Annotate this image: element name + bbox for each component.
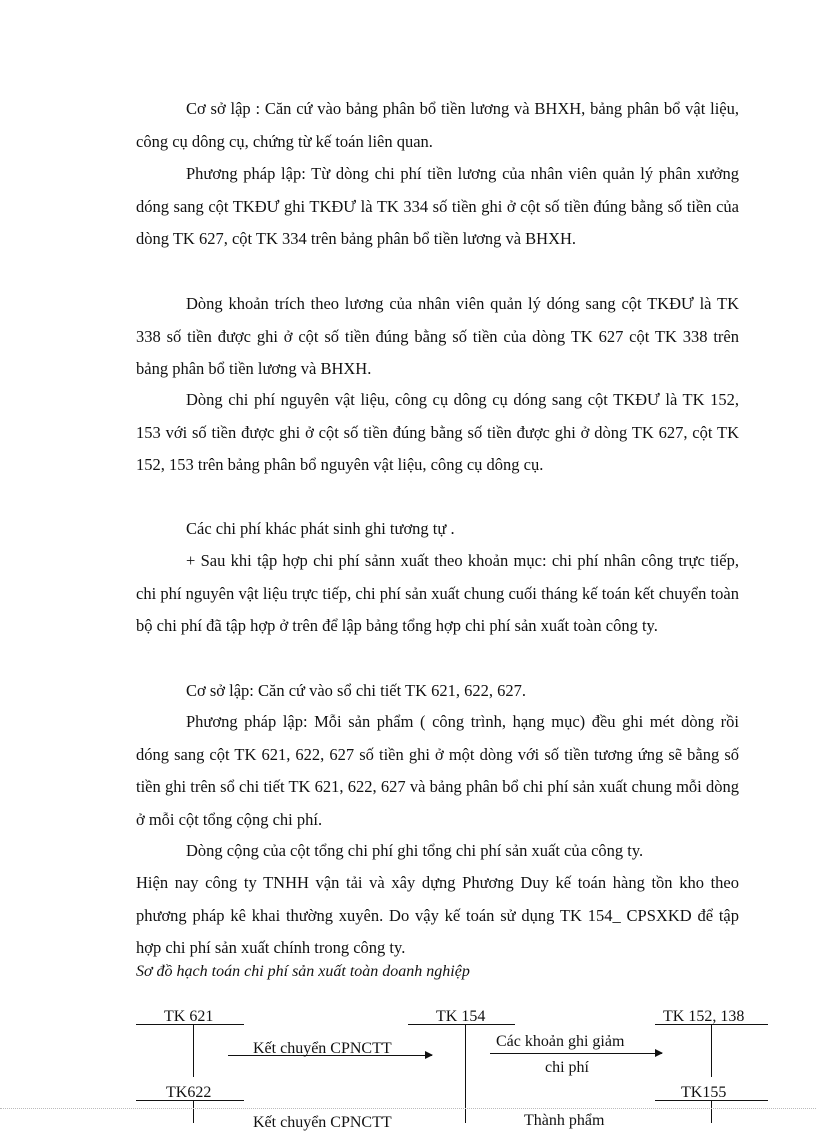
account-tk155-label: TK155 bbox=[681, 1084, 727, 1101]
account-tk155-vline bbox=[711, 1100, 712, 1123]
account-tk622-vline bbox=[193, 1100, 194, 1123]
page-bottom-divider bbox=[0, 1108, 816, 1109]
diagram-caption: Sơ đồ hạch toán chi phí sản xuất toàn doanh nghiệp bbox=[136, 963, 470, 980]
paragraph-phuong-phap-lap-1: Phương pháp lập: Từ dòng chi phí tiền lương của nhân viên quản lý phân xưởng dóng sang cột TKĐƯ ghi TKĐƯ là TK 334 số tiền ghi ở cột số tiền đúng bằng số tiền của dòng TK 627, cột TK 334 trên bảng phân bổ tiền lương và BHXH. bbox=[136, 164, 739, 248]
account-tk152-138-label: TK 152, 138 bbox=[663, 1008, 745, 1025]
paragraph-co-so-lap-2: Cơ sở lập: Căn cứ vào sổ chi tiết TK 621, 622, 627. bbox=[186, 681, 527, 700]
flow-ket-chuyen-cpnctt-2-label: Kết chuyển CPNCTT bbox=[253, 1114, 392, 1131]
paragraph-nguyen-vat-lieu: Dòng chi phí nguyên vật liệu, công cụ dông cụ dóng sang cột TKĐƯ là TK 152, 153 với số tiền được ghi ở cột số tiền đúng bằng số tiền được ghi ở dòng TK 627, cột TK 152, 153 trên bảng phân bổ nguyên vật liệu, công cụ dông cụ. bbox=[136, 390, 739, 474]
paragraph-chi-phi-khac: Các chi phí khác phát sinh ghi tương tự . bbox=[186, 519, 455, 538]
flow-thanh-pham-label: Thành phẩm bbox=[524, 1112, 605, 1129]
account-tk622-label: TK622 bbox=[166, 1084, 212, 1101]
paragraph-hien-nay: Hiện nay công ty TNHH vận tải và xây dựng Phương Duy kế toán hàng tồn kho theo phương pháp kê khai thường xuyên. Do vậy kế toán sử dụng TK 154_ CPSXKD để tập hợp chi phí sản xuất chính trong công ty. bbox=[136, 873, 739, 957]
account-tk154-hline bbox=[408, 1024, 515, 1025]
flow-ket-chuyen-cpnctt-label: Kết chuyển CPNCTT bbox=[253, 1040, 392, 1057]
flow-621-to-154-arrow bbox=[228, 1055, 432, 1056]
account-tk154-label: TK 154 bbox=[436, 1008, 486, 1025]
flow-cac-khoan-ghi-giam-label: Các khoản ghi giảm bbox=[496, 1033, 625, 1050]
paragraph-phuong-phap-lap-2: Phương pháp lập: Mỗi sản phẩm ( công trình, hạng mục) đều ghi mét dòng rồi dóng sang cột TK 621, 622, 627 số tiền ghi ở một dòng với số tiền tương ứng sẽ bằng số tiền ghi trên sổ chi tiết TK 621, 622, 627 và bảng phân bổ chi phí sản xuất chung mỗi dòng ở mỗi cột tổng cộng chi phí. bbox=[136, 712, 739, 829]
flow-chi-phi-label: chi phí bbox=[545, 1059, 589, 1076]
account-tk152-138-vline bbox=[711, 1024, 712, 1077]
account-tk621-vline bbox=[193, 1024, 194, 1077]
account-tk621-label: TK 621 bbox=[164, 1008, 214, 1025]
paragraph-tap-hop-chi-phi: + Sau khi tập hợp chi phí sảnn xuất theo khoản mục: chi phí nhân công trực tiếp, chi phí nguyên vật liệu trực tiếp, chi phí sản xuất chung cuối tháng kế toán kết chuyển toàn bộ chi phí đã tập hợp ở trên để lập bảng tổng hợp chi phí sản xuất toàn công ty. bbox=[136, 551, 739, 635]
account-tk621-hline bbox=[136, 1024, 244, 1025]
paragraph-co-so-lap-1: Cơ sở lập : Căn cứ vào bảng phân bổ tiền lương và BHXH, bảng phân bổ vật liệu, công cụ dông cụ, chứng từ kế toán liên quan. bbox=[136, 99, 739, 151]
flow-154-to-152-arrow bbox=[490, 1053, 662, 1054]
paragraph-dong-cong: Dòng cộng của cột tổng chi phí ghi tổng chi phí sản xuất của công ty. bbox=[186, 841, 644, 860]
account-tk622-hline bbox=[136, 1100, 244, 1101]
paragraph-khoan-trich: Dòng khoản trích theo lương của nhân viên quản lý dóng sang cột TKĐƯ là TK 338 số tiền được ghi ở cột số tiền đúng bằng số tiền của dòng TK 627 cột TK 338 trên bảng phân bổ tiền lương và BHXH. bbox=[136, 294, 739, 378]
